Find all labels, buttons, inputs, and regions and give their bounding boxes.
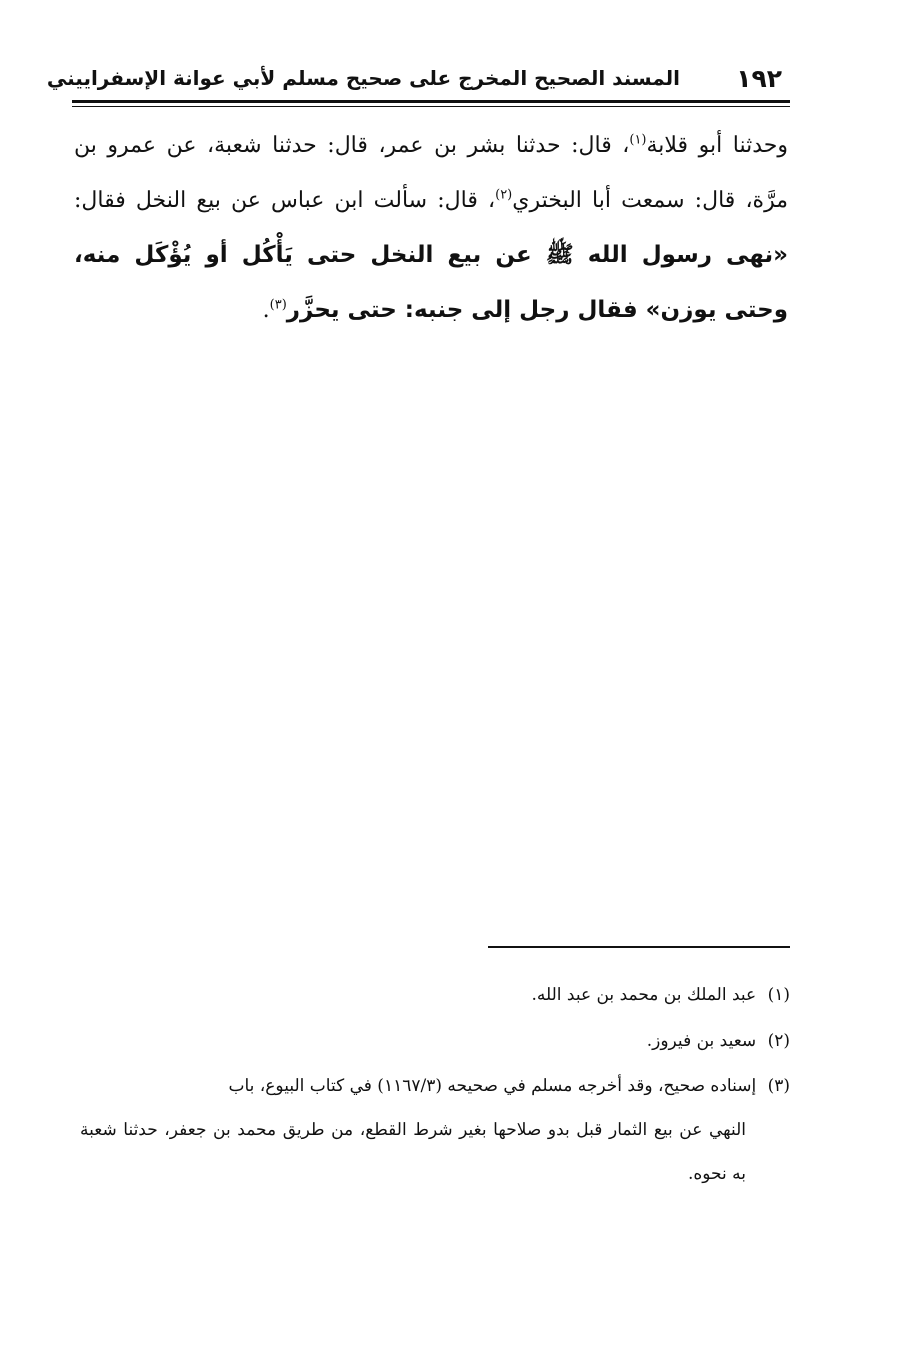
footnote-number: (٢) — [767, 1031, 790, 1051]
footnote-text-continued: النهي عن بيع الثمار قبل بدو صلاحها بغير شرط القطع، من طريق محمد بن جعفر، حدثنا شعبة به نحوه. — [80, 1120, 746, 1184]
page-number: ١٩٢ — [736, 64, 782, 93]
text-segment-2: ، قال: حدثنا بشر بن عمر، قال: حدثنا شعبة، عن عمرو بن مرَّة، قال: سمعت أبا البختري — [74, 133, 788, 213]
footnote-rule — [488, 946, 790, 948]
footnote-2 — [80, 1018, 790, 1064]
footnote-ref-2: (٢) — [495, 187, 513, 203]
hadith-addendum: فقال رجل إلى جنبه: حتى يحزَّر — [286, 297, 646, 323]
text-segment-1: وحدثنا أبو قلابة — [646, 133, 788, 158]
footnote-ref-3: (٣) — [269, 297, 287, 313]
main-text — [74, 118, 788, 338]
footnote-number: (٣) — [767, 1076, 790, 1096]
text-segment-3: ، قال: سألت ابن عباس عن بيع النخل فقال: — [74, 188, 496, 213]
footnote-3 — [80, 1064, 790, 1196]
footnote-number: (١) — [767, 985, 790, 1005]
footnote-text: عبد الملك بن محمد بن عبد الله. — [531, 985, 757, 1005]
footnotes — [80, 972, 790, 1196]
header-rule-thin — [72, 106, 790, 107]
footnote-text: سعيد بن فيروز. — [646, 1031, 757, 1051]
footnote-ref-1: (١) — [629, 132, 647, 148]
hadith-text: «نهى رسول الله ﷺ عن بيع النخل حتى يَأْكُل أو يُؤْكَل منه، وحتى يوزن» — [74, 242, 788, 323]
footnote-1 — [80, 972, 790, 1018]
page-header — [46, 58, 790, 100]
footnote-text: إسناده صحيح، وقد أخرجه مسلم في صحيحه (١١٦٧/٣) في كتاب البيوع، باب — [228, 1076, 757, 1096]
text-end: . — [262, 298, 270, 323]
header-rule — [72, 100, 790, 103]
running-title: المسند الصحيح المخرج على صحيح مسلم لأبي عوانة الإسفراييني — [46, 66, 680, 90]
